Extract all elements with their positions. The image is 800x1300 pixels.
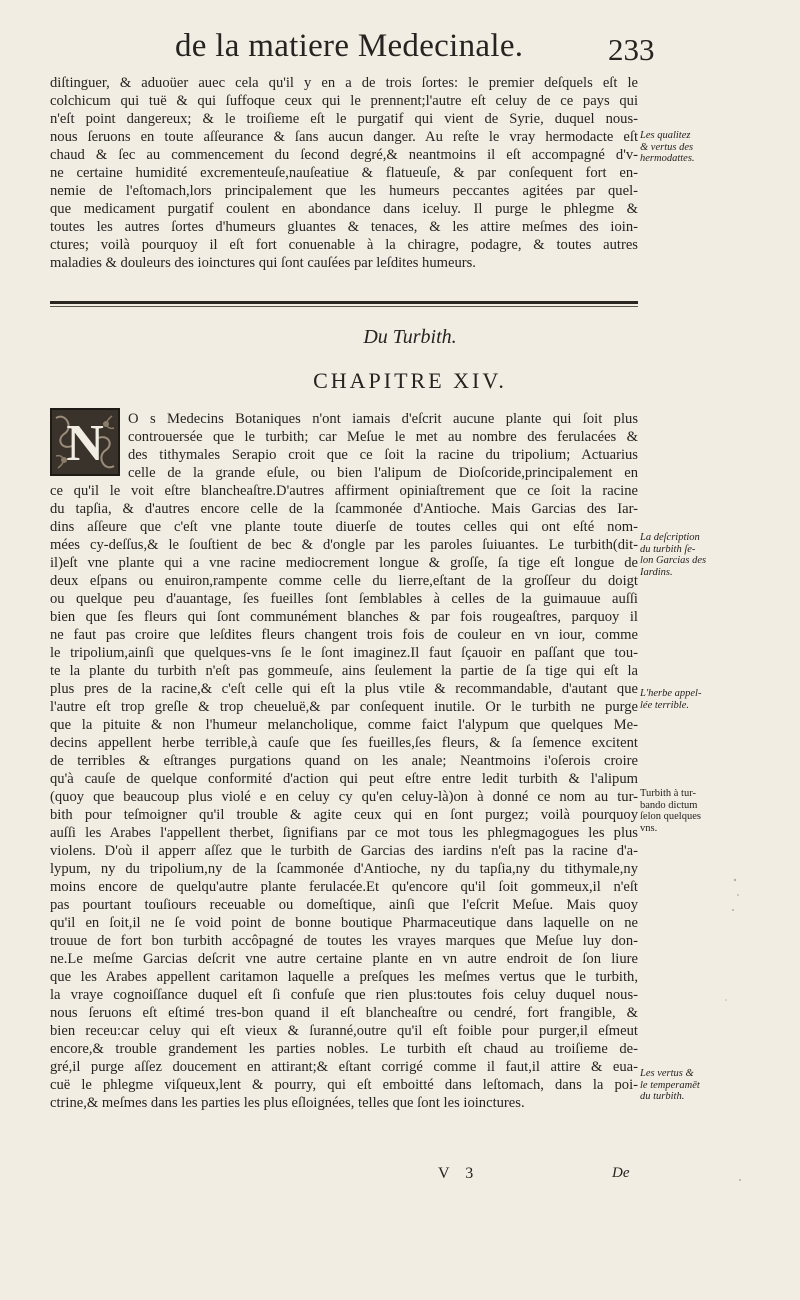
text-line: le tripolium,ainſi que quelques-vns ſe le ſont imaginez.Il faut ſçauoir en paſſant que tou- bbox=[50, 645, 638, 661]
text-line: maladies & douleurs des ioinctures qui ſont cauſées par leſdites humeurs. bbox=[50, 255, 476, 271]
page-number: 233 bbox=[608, 32, 655, 67]
text-line: gré,il purge aſſez doucement en attirant;& eſtant corrigé comme il faut,il attire & eua- bbox=[50, 1059, 638, 1075]
text-line: te la plante du turbith n'eſt pas gommeuſe, ains ſeulement la partie de ſa tige qui eſt la bbox=[50, 663, 638, 679]
text-line: (quoy que beaucoup plus violé e en celuy cy qu'en celuy-là)on à donné ce nom au tur- bbox=[50, 789, 638, 805]
running-title: de la matiere Medecinale. bbox=[175, 28, 524, 64]
text-line: il)eſt vne plante qui a vne racine mediocrement longue & groſſe, ſa tige eſt longue de bbox=[50, 555, 638, 571]
text-line: nous ſeruons eſt eſtimé tres-bon quand il eſt blancheaſtre ou cendré, fort frangible, & bbox=[50, 1005, 638, 1021]
text-line: toutes les autres ſortes d'humeurs gluantes & tenaces, & les attire meſmes des ioin- bbox=[50, 219, 638, 235]
text-line: que la pituite & non l'humeur melancholique, comme faict l'alypum que quelques Me- bbox=[50, 717, 638, 733]
text-line: ne faut pas croire que leſdites fleurs changent trois fois de couleur en vn iour, comme bbox=[50, 627, 638, 643]
text-line: encore,& trouble grandement les parties nobles. Le turbith eſt chaud au troiſieme de- bbox=[50, 1041, 638, 1057]
text-line: bith pour teſmoigner qu'il trouble & agite ceux qui en ſont purgez; voilà pourquoy bbox=[50, 807, 638, 823]
text-line: l'autre eſt trop greſle & trop cheueluë,& par conſequent inutile. Or le turbith ne purge bbox=[50, 699, 638, 715]
text-line: ctures; voilà pourquoy il eſt fort conuenable à la chiragre, podagre, & toutes autres bbox=[50, 237, 638, 253]
text-line: qu'à cauſe de quelque conformité d'action qui peut eſtre entre ledit turbith & l'alipum bbox=[50, 771, 638, 787]
drop-cap-letter: N bbox=[66, 415, 104, 472]
text-line: cuë le phlegme viſqueux,lent & pourry, qui eſt emboitté dans leſtomach, dans la poi- bbox=[50, 1077, 638, 1093]
text-line: ou quelque peu d'auantage, ſes fueilles ſont ſemblables à celles de la guimauue auſſi bbox=[50, 591, 638, 607]
text-line: pas pourtant touſiours receuable ou domeſtique, ainſi que l'eſcrit Meſue. Mais quoy bbox=[50, 897, 638, 913]
text-line: colchicum qui tuë & qui ſuffoque ceux qui le prennent;l'autre eſt celuy de ce pays qui bbox=[50, 93, 638, 109]
text-line: de terribles & eſtranges purgations quand on les anale; Neantmoins i'oſerois croire bbox=[50, 753, 638, 769]
text-line: lypum, ny du tripolium,ny de la ſcammonée d'Antioche, ny du tapſia,ny du tithymale,ny bbox=[50, 861, 638, 877]
text-line: deux eſpans ou enuiron,rampente comme celle du lierre,eſtant de la groſſeur du doigt bbox=[50, 573, 638, 589]
text-line: nemie de l'eſtomach,lors principalement que les humeurs peccantes agitées par quel- bbox=[50, 183, 638, 199]
text-line: auſſi les Arabes l'appellent therbet, ſignifians par ce mot tous les phlegmagogues les plus bbox=[50, 825, 638, 841]
text-line: du tapſia, & d'autres encore celle de la ſcammonée d'Antioche. Mais Garcias des Iar- bbox=[50, 501, 638, 517]
text-line: celle de la grande eſule, ou bien l'alipum de Dioſcoride,principalement en bbox=[128, 465, 638, 481]
text-line: n'eſt point dangereux; & le troiſieme eſt le purgatif qui vient de Syrie, duquel nous- bbox=[50, 111, 638, 127]
text-line: plus pres de la racine,& c'eſt celle qui eſt la plus vtile & recommandable, d'autant que bbox=[50, 681, 638, 697]
text-line: la vraye cognoiſſance duquel eſt ſi confuſe que rien plus:toutes fois celuy duquel nous- bbox=[50, 987, 638, 1003]
signature-mark: V 3 bbox=[438, 1165, 480, 1182]
text-line: ce qu'il le voit eſtre blancheaſtre.D'autres affirment opiniaſtrement que ce ſoit la racine bbox=[50, 483, 638, 499]
margin-note-turbando: Turbith à tur- bando dictum ſelon quelques vns. bbox=[640, 788, 701, 834]
text-line: qu'il en ſoit,il ne ſe void point de bonne boutique Pharmaceutique dans laquelle on ne bbox=[50, 915, 638, 931]
text-line: nous ſeruons en toute aſſeurance & ſans aucun danger. Au reſte le vray hermodacte eſt bbox=[50, 129, 638, 145]
text-line: des tithymales Serapio croit que ce ſoit la racine du tripolium; Actuarius bbox=[128, 447, 638, 463]
text-line: mées cy-deſſus,& le ſouſtient de bec & d'ongle par les paroles ſuiuantes. Le turbith(dit- bbox=[50, 537, 638, 553]
chapter-title: CHAPITRE XIV. bbox=[313, 368, 507, 393]
text-line: que les Arabes appellent caritamon laquelle a preſques les meſmes vertus que le turbith, bbox=[50, 969, 638, 985]
margin-note-description: La deſcription du turbith ſe- lon Garcias des Iardins. bbox=[640, 532, 707, 578]
text-line: bien que ſes fleurs qui ſont communément blanches & par fois rougeaſtres, parquoy il bbox=[50, 609, 638, 625]
text-line: diſtinguer, & aduoüer auec cela qu'il y en a de trois ſortes: le premier deſquels eſt le bbox=[50, 75, 638, 91]
margin-note-virtues: Les vertus & le temperamēt du turbith. bbox=[640, 1068, 700, 1102]
text-line: dins aſſeure que c'eſt vne plante toute diuerſe de toutes celles qui ont eſté nom- bbox=[50, 519, 638, 535]
text-line: ne.Le meſme Garcias deſcrit vne autre certaine plante en vn autre endroit de ſon liure bbox=[50, 951, 638, 967]
text-line: ne certaine humidité excrementeuſe,nauſeatiue & flatueuſe, & par conſequent fort en- bbox=[50, 165, 638, 181]
catchword: De bbox=[612, 1165, 630, 1181]
text-line: violens. D'où il apperr aſſez que le turbith de Garcias des iardins n'eſt pas la racine d'a- bbox=[50, 843, 638, 859]
margin-note-hermodattes: Les qualitez & vertus des hermodattes. bbox=[640, 130, 695, 164]
text-line: O s Medecins Botaniques n'ont iamais d'eſcrit aucune plante qui ſoit plus bbox=[128, 411, 638, 427]
text-line: controuersée que le turbith; car Meſue le met au nombre des ferulacées & bbox=[128, 429, 638, 445]
section-title: Du Turbith. bbox=[363, 326, 457, 348]
margin-note-terrible-herb: L'herbe appel- lée terrible. bbox=[640, 688, 702, 711]
text-line: trouue de fort bon turbith accôpagné de toutes les vrayes marques que Meſue luy don- bbox=[50, 933, 638, 949]
text-line: que medicament purgatif coulent en abondance dans iceluy. Il purge le phlegme & bbox=[50, 201, 638, 217]
text-line: decins appellent herbe terrible,à cauſe que ſes fueilles,ſes fleurs, & ſa ſemence excitent bbox=[50, 735, 638, 751]
text-line: bien receu:car celuy qui eſt vieux & ſuranné,outre qu'il eſt foible pour purger,il eſmeut bbox=[50, 1023, 638, 1039]
text-line: ctrine,& meſmes dans les parties les plus eſloignées, telles que ſont les ioinctures. bbox=[50, 1095, 525, 1111]
text-line: moins encore de quelqu'autre plante ferulacée.Et qu'encore qu'il ſoit gommeux,il n'eſt bbox=[50, 879, 638, 895]
text-line: chaud & ſec au commencement du ſecond degré,& neantmoins il eſt accompagné d'v- bbox=[50, 147, 638, 163]
